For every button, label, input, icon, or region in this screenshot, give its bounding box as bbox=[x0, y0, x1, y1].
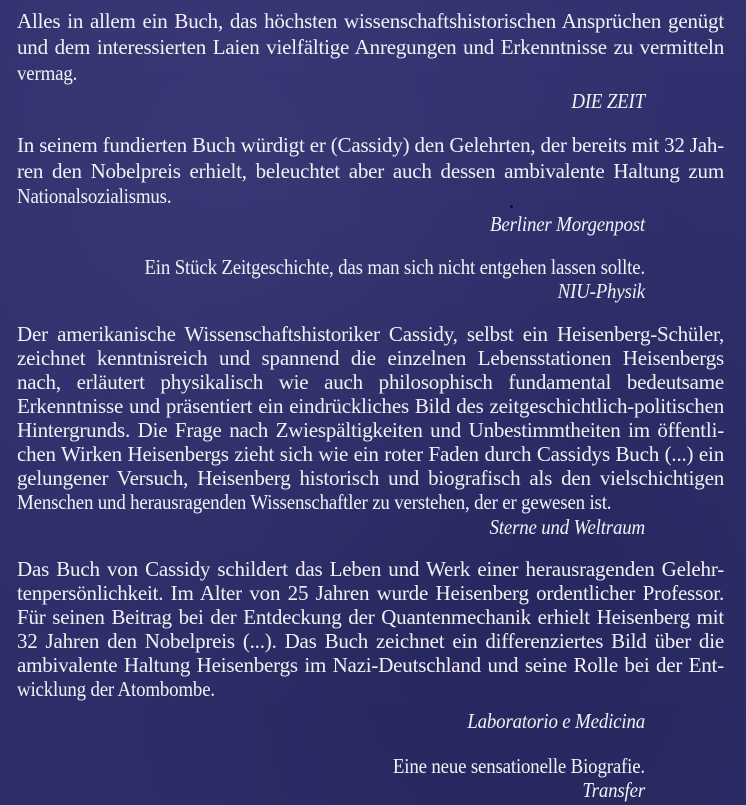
review-text-line: Hintergrunds. Die Frage nach Zwiespältigkeiten und Unbestimmtheiten im öffentli- bbox=[17, 418, 724, 442]
review-text-line: Der amerikanische Wissenschaftshistoriker Cassidy, selbst ein Heisenberg-Schüler, bbox=[17, 322, 724, 346]
review-text-line: Für seinen Beitrag bei der Entdeckung der Quantenmechanik erhielt Heisenberg mit bbox=[17, 605, 724, 629]
review-text-line: 32 Jahren den Nobelpreis (...). Das Buch zeichnet ein differenziertes Bild über die bbox=[17, 629, 724, 653]
review-text-line: Das Buch von Cassidy schildert das Leben und Werk einer herausragenden Gelehr- bbox=[17, 557, 724, 581]
review-text-line: ambivalente Haltung Heisenbergs im Nazi-Deutschland und seine Rolle bei der Ent- bbox=[17, 653, 724, 677]
review-text-line: vermag. bbox=[17, 61, 78, 85]
review-source: DIE ZEIT bbox=[571, 89, 646, 113]
review-text-line: Nationalsozialismus. bbox=[17, 184, 172, 208]
review-source: Berliner Morgenpost bbox=[490, 212, 646, 236]
review-source: Laboratorio e Medicina bbox=[467, 709, 646, 733]
review-source: Transfer bbox=[582, 778, 646, 802]
print-speck bbox=[510, 205, 513, 208]
review-text-line: und dem interessierten Laien vielfältige Anregungen und Erkenntnisse zu vermitteln bbox=[17, 35, 724, 59]
review-text-line: In seinem fundierten Buch würdigt er (Cassidy) den Gelehrten, der bereits mit 32 Jah- bbox=[17, 133, 724, 157]
review-text-line: nach, erläutert physikalisch wie auch philosophisch fundamental bedeutsame bbox=[17, 370, 724, 394]
review-source: NIU-Physik bbox=[558, 279, 646, 303]
review-text-line: ren den Nobelpreis erhielt, beleuchtet aber auch dessen ambivalente Haltung zum bbox=[17, 159, 724, 183]
review-text-line: Alles in allem ein Buch, das höchsten wissenschaftshistorischen Ansprüchen genügt bbox=[17, 9, 724, 33]
review-source: Sterne und Weltraum bbox=[489, 515, 646, 539]
review-text-line: Menschen und herausragenden Wissenschaftler zu verstehen, der er gewesen ist. bbox=[17, 490, 612, 514]
review-text-line: Eine neue sensationelle Biografie. bbox=[393, 754, 646, 778]
review-text-line: gelungener Versuch, Heisenberg historisch und biografisch als den vielschichtigen bbox=[17, 466, 724, 490]
review-text-line: zeichnet kenntnisreich und spannend die einzelnen Lebensstationen Heisenbergs bbox=[17, 346, 724, 370]
review-text-line: tenpersönlichkeit. Im Alter von 25 Jahren wurde Heisenberg ordentlicher Professor. bbox=[17, 581, 724, 605]
review-text-line: chen Wirken Heisenbergs zieht sich wie ein roter Faden durch Cassidys Buch (...) ein bbox=[17, 442, 724, 466]
review-text-line: Ein Stück Zeitgeschichte, das man sich nicht entgehen lassen sollte. bbox=[144, 255, 646, 279]
review-text-line: Erkenntnisse und präsentiert ein eindrückliches Bild des zeitgeschichtlich-politischen bbox=[17, 394, 724, 418]
review-text-line: wicklung der Atombombe. bbox=[17, 677, 215, 701]
